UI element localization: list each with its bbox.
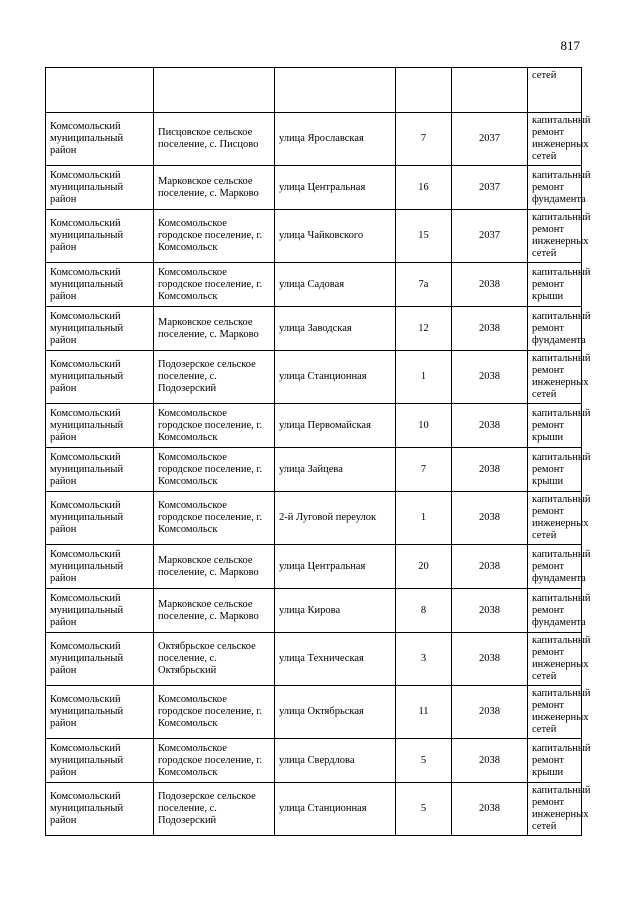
year-cell: 2038 <box>452 739 528 783</box>
table-row <box>46 589 582 633</box>
settlement-cell: Октябрьское сельское поселение, с. Октябрьский <box>154 633 275 686</box>
settlement-cell: Комсомольское городское поселение, г. Комсомольск <box>154 739 275 783</box>
district-cell: Комсомольский муниципальный район <box>46 307 154 351</box>
work-type-cell: капитальный ремонт фундамента <box>528 307 582 351</box>
table-row <box>46 545 582 589</box>
year-cell: 2038 <box>452 783 528 836</box>
table-row <box>46 263 582 307</box>
district-cell: Комсомольский муниципальный район <box>46 589 154 633</box>
settlement-cell: Комсомольское городское поселение, г. Комсомольск <box>154 404 275 448</box>
district-cell: Комсомольский муниципальный район <box>46 739 154 783</box>
work-type-cell: капитальный ремонт инженерных сетей <box>528 686 582 739</box>
house-number-cell: 12 <box>396 307 452 351</box>
year-cell: 2038 <box>452 448 528 492</box>
house-number-cell: 5 <box>396 739 452 783</box>
work-type-cell: капитальный ремонт инженерных сетей <box>528 633 582 686</box>
district-cell: Комсомольский муниципальный район <box>46 783 154 836</box>
street-cell: улица Заводская <box>275 307 396 351</box>
year-cell: 2038 <box>452 633 528 686</box>
settlement-cell: Комсомольское городское поселение, г. Комсомольск <box>154 448 275 492</box>
district-cell: Комсомольский муниципальный район <box>46 686 154 739</box>
street-cell: улица Садовая <box>275 263 396 307</box>
work-type-cell: капитальный ремонт крыши <box>528 404 582 448</box>
district-cell: Комсомольский муниципальный район <box>46 492 154 545</box>
year-cell: 2038 <box>452 545 528 589</box>
house-number-cell: 5 <box>396 783 452 836</box>
house-number-cell: 7 <box>396 113 452 166</box>
street-cell: улица Ярославская <box>275 113 396 166</box>
work-type-cell: капитальный ремонт фундамента <box>528 589 582 633</box>
year-cell: 2037 <box>452 113 528 166</box>
district-cell: Комсомольский муниципальный район <box>46 448 154 492</box>
housing-repair-table <box>45 67 591 836</box>
district-cell: Комсомольский муниципальный район <box>46 166 154 210</box>
house-number-cell: 1 <box>396 492 452 545</box>
house-number-cell <box>396 68 452 113</box>
house-number-cell: 20 <box>396 545 452 589</box>
street-cell: 2-й Луговой переулок <box>275 492 396 545</box>
house-number-cell: 1 <box>396 351 452 404</box>
work-type-cell: капитальный ремонт инженерных сетей <box>528 783 582 836</box>
year-cell: 2038 <box>452 263 528 307</box>
street-cell: улица Кирова <box>275 589 396 633</box>
work-type-cell: капитальный ремонт инженерных сетей <box>528 210 582 263</box>
table-row <box>46 68 582 113</box>
house-number-cell: 10 <box>396 404 452 448</box>
table-row <box>46 404 582 448</box>
table-row <box>46 166 582 210</box>
settlement-cell <box>154 68 275 113</box>
table-row <box>46 739 582 783</box>
year-cell: 2038 <box>452 404 528 448</box>
year-cell: 2038 <box>452 686 528 739</box>
settlement-cell: Марковское сельское поселение, с. Марково <box>154 589 275 633</box>
work-type-cell: капитальный ремонт крыши <box>528 739 582 783</box>
street-cell <box>275 68 396 113</box>
district-cell: Комсомольский муниципальный район <box>46 263 154 307</box>
work-type-cell: капитальный ремонт инженерных сетей <box>528 492 582 545</box>
street-cell: улица Центральная <box>275 545 396 589</box>
settlement-cell: Подозерское сельское поселение, с. Подозерский <box>154 783 275 836</box>
house-number-cell: 8 <box>396 589 452 633</box>
table-row <box>46 448 582 492</box>
district-cell: Комсомольский муниципальный район <box>46 404 154 448</box>
settlement-cell: Подозерское сельское поселение, с. Подозерский <box>154 351 275 404</box>
work-type-cell: капитальный ремонт фундамента <box>528 166 582 210</box>
table-row <box>46 783 582 836</box>
district-cell: Комсомольский муниципальный район <box>46 113 154 166</box>
page-number: 817 <box>560 38 580 53</box>
work-type-cell: капитальный ремонт фундамента <box>528 545 582 589</box>
table-row <box>46 686 582 739</box>
year-cell: 2037 <box>452 210 528 263</box>
settlement-cell: Комсомольское городское поселение, г. Комсомольск <box>154 210 275 263</box>
street-cell: улица Чайковского <box>275 210 396 263</box>
street-cell: улица Станционная <box>275 351 396 404</box>
district-cell: Комсомольский муниципальный район <box>46 633 154 686</box>
street-cell: улица Центральная <box>275 166 396 210</box>
settlement-cell: Комсомольское городское поселение, г. Комсомольск <box>154 263 275 307</box>
street-cell: улица Зайцева <box>275 448 396 492</box>
house-number-cell: 11 <box>396 686 452 739</box>
year-cell: 2037 <box>452 166 528 210</box>
street-cell: улица Первомайская <box>275 404 396 448</box>
house-number-cell: 7 <box>396 448 452 492</box>
work-type-cell: капитальный ремонт крыши <box>528 448 582 492</box>
district-cell <box>46 68 154 113</box>
year-cell <box>452 68 528 113</box>
table-row <box>46 113 582 166</box>
work-type-cell: капитальный ремонт инженерных сетей <box>528 351 582 404</box>
settlement-cell: Комсомольское городское поселение, г. Комсомольск <box>154 686 275 739</box>
street-cell: улица Станционная <box>275 783 396 836</box>
table-row <box>46 307 582 351</box>
table-row <box>46 210 582 263</box>
table-row <box>46 492 582 545</box>
street-cell: улица Техническая <box>275 633 396 686</box>
settlement-cell: Писцовское сельское поселение, с. Писцово <box>154 113 275 166</box>
year-cell: 2038 <box>452 492 528 545</box>
settlement-cell: Комсомольское городское поселение, г. Комсомольск <box>154 492 275 545</box>
table-row <box>46 351 582 404</box>
settlement-cell: Марковское сельское поселение, с. Марково <box>154 166 275 210</box>
house-number-cell: 3 <box>396 633 452 686</box>
house-number-cell: 7а <box>396 263 452 307</box>
street-cell: улица Свердлова <box>275 739 396 783</box>
house-number-cell: 16 <box>396 166 452 210</box>
work-type-cell: сетей <box>528 68 582 113</box>
table-row <box>46 633 582 686</box>
year-cell: 2038 <box>452 307 528 351</box>
district-cell: Комсомольский муниципальный район <box>46 545 154 589</box>
work-type-cell: капитальный ремонт крыши <box>528 263 582 307</box>
settlement-cell: Марковское сельское поселение, с. Марково <box>154 545 275 589</box>
year-cell: 2038 <box>452 589 528 633</box>
settlement-cell: Марковское сельское поселение, с. Марково <box>154 307 275 351</box>
district-cell: Комсомольский муниципальный район <box>46 351 154 404</box>
street-cell: улица Октябрьская <box>275 686 396 739</box>
house-number-cell: 15 <box>396 210 452 263</box>
district-cell: Комсомольский муниципальный район <box>46 210 154 263</box>
year-cell: 2038 <box>452 351 528 404</box>
work-type-cell: капитальный ремонт инженерных сетей <box>528 113 582 166</box>
